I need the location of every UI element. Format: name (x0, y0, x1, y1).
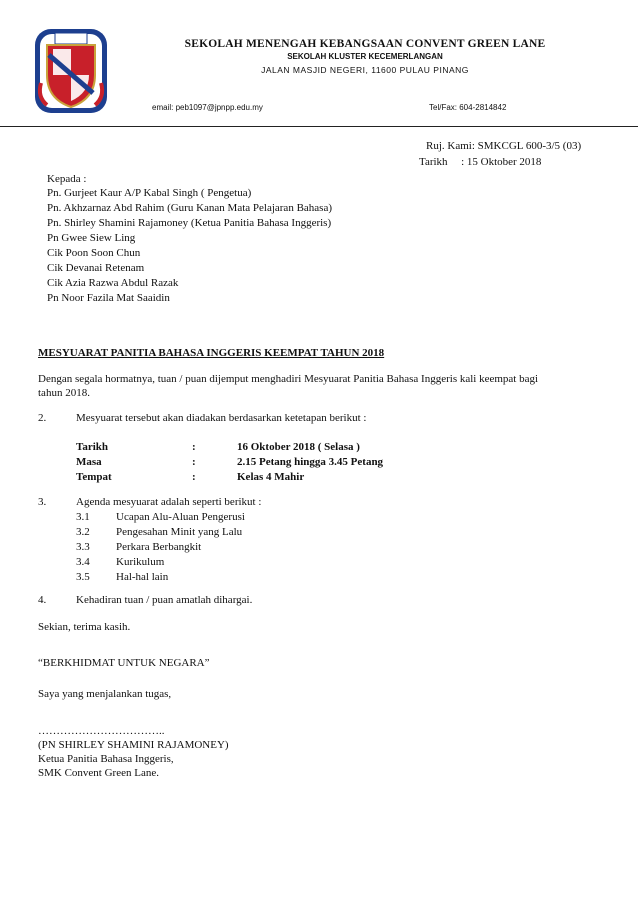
intro-line-1: Dengan segala hormatnya, tuan / puan dijemput menghadiri Mesyuarat Panitia Bahasa Inggeris kali keempat bagi (38, 373, 539, 385)
school-logo (33, 27, 109, 115)
para4-text: Kehadiran tuan / puan amatlah dihargai. (76, 594, 253, 606)
reference-date-label: Tarikh (419, 156, 448, 168)
recipients-label: Kepada : (47, 173, 87, 185)
signatory-name: (PN SHIRLEY SHAMINI RAJAMONEY) (38, 739, 229, 751)
agenda-item: 3.2 Pengesahan Minit yang Lalu (76, 526, 243, 538)
detail-tempat-colon: : (192, 471, 196, 483)
detail-masa-label: Masa (76, 456, 102, 468)
signatory-school: SMK Convent Green Lane. (38, 767, 159, 779)
agenda-item: 3.4 Kurikulum (76, 556, 165, 568)
recipient-item: Pn. Shirley Shamini Rajamoney (Ketua Panitia Bahasa Inggeris) (47, 217, 332, 229)
sign-intro: Saya yang menjalankan tugas, (38, 688, 172, 700)
signatory-role: Ketua Panitia Bahasa Inggeris, (38, 753, 174, 765)
para3-text: Agenda mesyuarat adalah seperti berikut : (76, 496, 262, 508)
intro-line-2: tahun 2018. (38, 387, 90, 399)
signature-line: …………………………….. (38, 725, 165, 737)
para2-text: Mesyuarat tersebut akan diadakan berdasarkan ketetapan berikut : (76, 412, 367, 424)
reference-date-value: : 15 Oktober 2018 (461, 156, 542, 168)
letter-title: MESYUARAT PANITIA BAHASA INGGERIS KEEMPAT TAHUN 2018 (38, 347, 385, 359)
agenda-list (76, 510, 245, 585)
detail-tempat-label: Tempat (76, 471, 112, 483)
recipient-item: Cik Devanai Retenam (47, 262, 145, 274)
agenda-item: 3.5 Hal-hal lain (76, 571, 169, 583)
header-divider (0, 126, 638, 127)
reference-date (419, 155, 541, 169)
detail-masa-value: 2.15 Petang hingga 3.45 Petang (237, 456, 384, 468)
motto: “BERKHIDMAT UNTUK NEGARA” (38, 657, 210, 669)
recipient-item: Cik Poon Soon Chun (47, 247, 141, 259)
para4-number: 4. (38, 594, 47, 606)
recipient-item: Pn Noor Fazila Mat Saaidin (47, 292, 170, 304)
detail-masa-colon: : (192, 456, 196, 468)
detail-tarikh-label: Tarikh (76, 441, 109, 453)
recipient-item: Pn. Akhzarnaz Abd Rahim (Guru Kanan Mata Pelajaran Bahasa) (47, 202, 332, 214)
school-name: SEKOLAH MENENGAH KEBANGSAAN CONVENT GREEN LANE (184, 38, 546, 50)
detail-tarikh-colon: : (192, 441, 196, 453)
recipient-item: Cik Azia Razwa Abdul Razak (47, 277, 179, 289)
detail-tarikh-value: 16 Oktober 2018 ( Selasa ) (237, 441, 360, 453)
recipient-item: Pn. Gurjeet Kaur A/P Kabal Singh ( Pengetua) (47, 187, 252, 199)
recipient-item: Pn Gwee Siew Ling (47, 232, 136, 244)
school-address: JALAN MASJID NEGERI, 11600 PULAU PINANG (261, 65, 469, 75)
agenda-item: 3.1 Ucapan Alu-Aluan Pengerusi (76, 511, 245, 523)
school-cluster: SEKOLAH KLUSTER KECEMERLANGAN (287, 52, 443, 61)
para3-number: 3. (38, 496, 47, 508)
recipient-list (47, 186, 332, 306)
school-telfax: Tel/Fax: 604-2814842 (429, 103, 507, 112)
closing-text: Sekian, terima kasih. (38, 621, 131, 633)
school-email: email: peb1097@jpnpp.edu.my (152, 103, 263, 112)
school-crest-icon (33, 27, 109, 115)
reference-number: Ruj. Kami: SMKCGL 600-3/5 (03) (426, 140, 582, 152)
para2-number: 2. (38, 412, 47, 424)
detail-tempat-value: Kelas 4 Mahir (237, 471, 305, 483)
agenda-item: 3.3 Perkara Berbangkit (76, 541, 202, 553)
